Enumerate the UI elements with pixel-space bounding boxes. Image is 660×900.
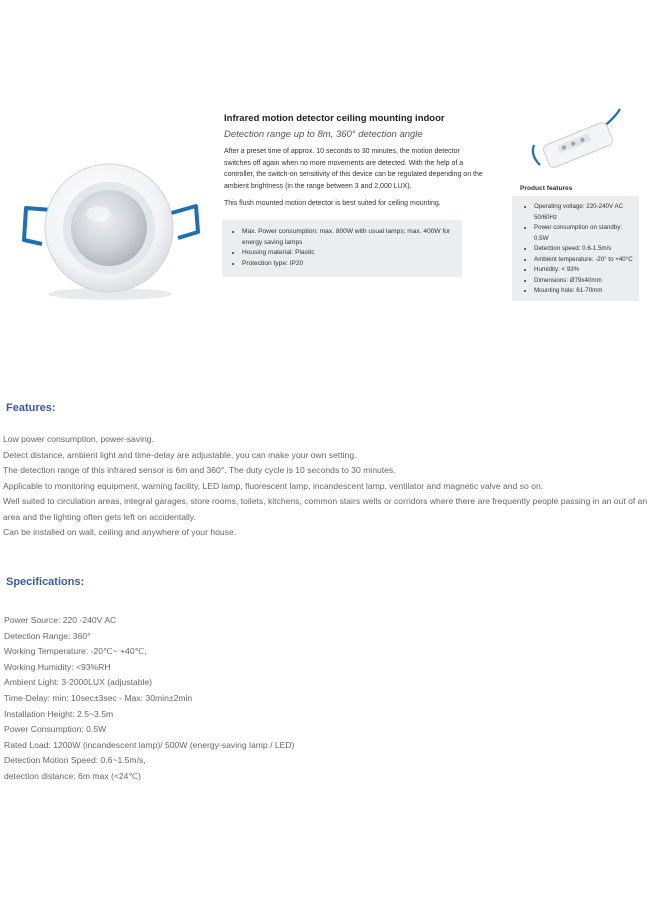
- feature-line: Low power consumption, power-saving.: [3, 434, 154, 444]
- specifications-list: [4, 613, 654, 785]
- spec-line: Power Consumption: 0.5W: [4, 724, 107, 735]
- product-features-title: Product features: [520, 185, 573, 192]
- feature-line: Applicable to monitoring equipment, warning facility, LED lamp, fluorescent lamp, incandescent lamp, ventilator and magnetic valve and so on.: [3, 480, 544, 491]
- product-features-box: [512, 196, 639, 301]
- feature-item: • Operating voltage: 220-240V AC 50/60Hz: [534, 202, 635, 223]
- specifications-heading: Specifications:: [6, 576, 85, 588]
- product-paragraph: This flush mounted motion detector is best suited for ceiling mounting.: [224, 200, 441, 208]
- feature-item: • Power consumption on standby: 0.5W: [534, 223, 635, 244]
- spec-line: detection distance: 6m max (<24℃): [4, 770, 141, 781]
- product-bullet: • Max. Power consumption: max. 800W with usual lamps; max. 400W for energy saving lamps: [242, 227, 456, 248]
- product-subtitle: Detection range up to 8m, 360° detection angle: [224, 129, 423, 140]
- motion-detector-image: [12, 148, 212, 308]
- spec-line: Time-Delay: min: 10sec±3sec - Max: 30min±2min: [4, 692, 193, 703]
- features-list: [3, 432, 658, 541]
- product-banner: [0, 0, 660, 395]
- product-highlights-box: [222, 220, 462, 277]
- spec-line: Detection Range: 360°: [4, 630, 91, 641]
- feature-line: The detection range of this infrared sensor is 6m and 360°. The duty cycle is 10 seconds to 30 minutes.: [3, 465, 396, 475]
- spec-line: Working Humidity: <93%RH: [4, 661, 111, 672]
- feature-item: • Dimensions: Ø79x40mm: [534, 276, 635, 287]
- spec-line: Power Source: 220 -240V AC: [4, 615, 117, 625]
- spec-line: Working Temperature: -20℃~ +40℃,: [4, 646, 147, 657]
- spec-line: Rated Load: 1200W (incandescent lamp)/ 500W (energy-saving lamp / LED): [4, 739, 295, 750]
- product-bullet: • Protection type: IP20: [242, 259, 456, 270]
- features-heading: Features:: [6, 402, 56, 414]
- feature-item: • Mounting hole: 61-70mm: [534, 286, 635, 297]
- product-title: Infrared motion detector ceiling mounting indoor: [224, 113, 445, 124]
- spec-line: Ambient Light: 3-2000LUX (adjustable): [4, 677, 153, 688]
- feature-item: • Detection speed: 0.6-1.5m/s: [534, 244, 635, 255]
- product-features-card: [512, 105, 647, 301]
- feature-item: • Humidity: < 93%: [534, 265, 635, 276]
- feature-line: Well suited to circulation areas, integral garages, store rooms, toilets, kitchens, common stairs wells or corridors where there are frequently people passing in an out of an area and the lighting often gets left on accidentally.: [3, 496, 648, 522]
- product-description: [222, 113, 484, 277]
- feature-line: Can be installed on wall, ceiling and anywhere of your house.: [3, 527, 237, 537]
- sensor-module-image: [518, 105, 638, 175]
- spec-line: Installation Height: 2.5~3.5m: [4, 708, 114, 719]
- product-bullet: • Housing material: Plastic: [242, 248, 456, 259]
- spec-line: Detection Motion Speed: 0.6~1.5m/s,: [4, 755, 146, 766]
- product-paragraph: After a preset time of approx. 10 seconds to 30 minutes, the motion detector switches off again when no more movements are detected. With the help of a controller, the switch-on sensitivity of this device can be regulated depending on the ambient brightness (in the range between 3 and 2,000 LUX).: [224, 148, 483, 190]
- feature-item: • Ambient temperature: -20° to +40°C: [534, 255, 635, 266]
- feature-line: Detect distance, ambient light and time-delay are adjustable, you can make your own setting.: [3, 449, 357, 460]
